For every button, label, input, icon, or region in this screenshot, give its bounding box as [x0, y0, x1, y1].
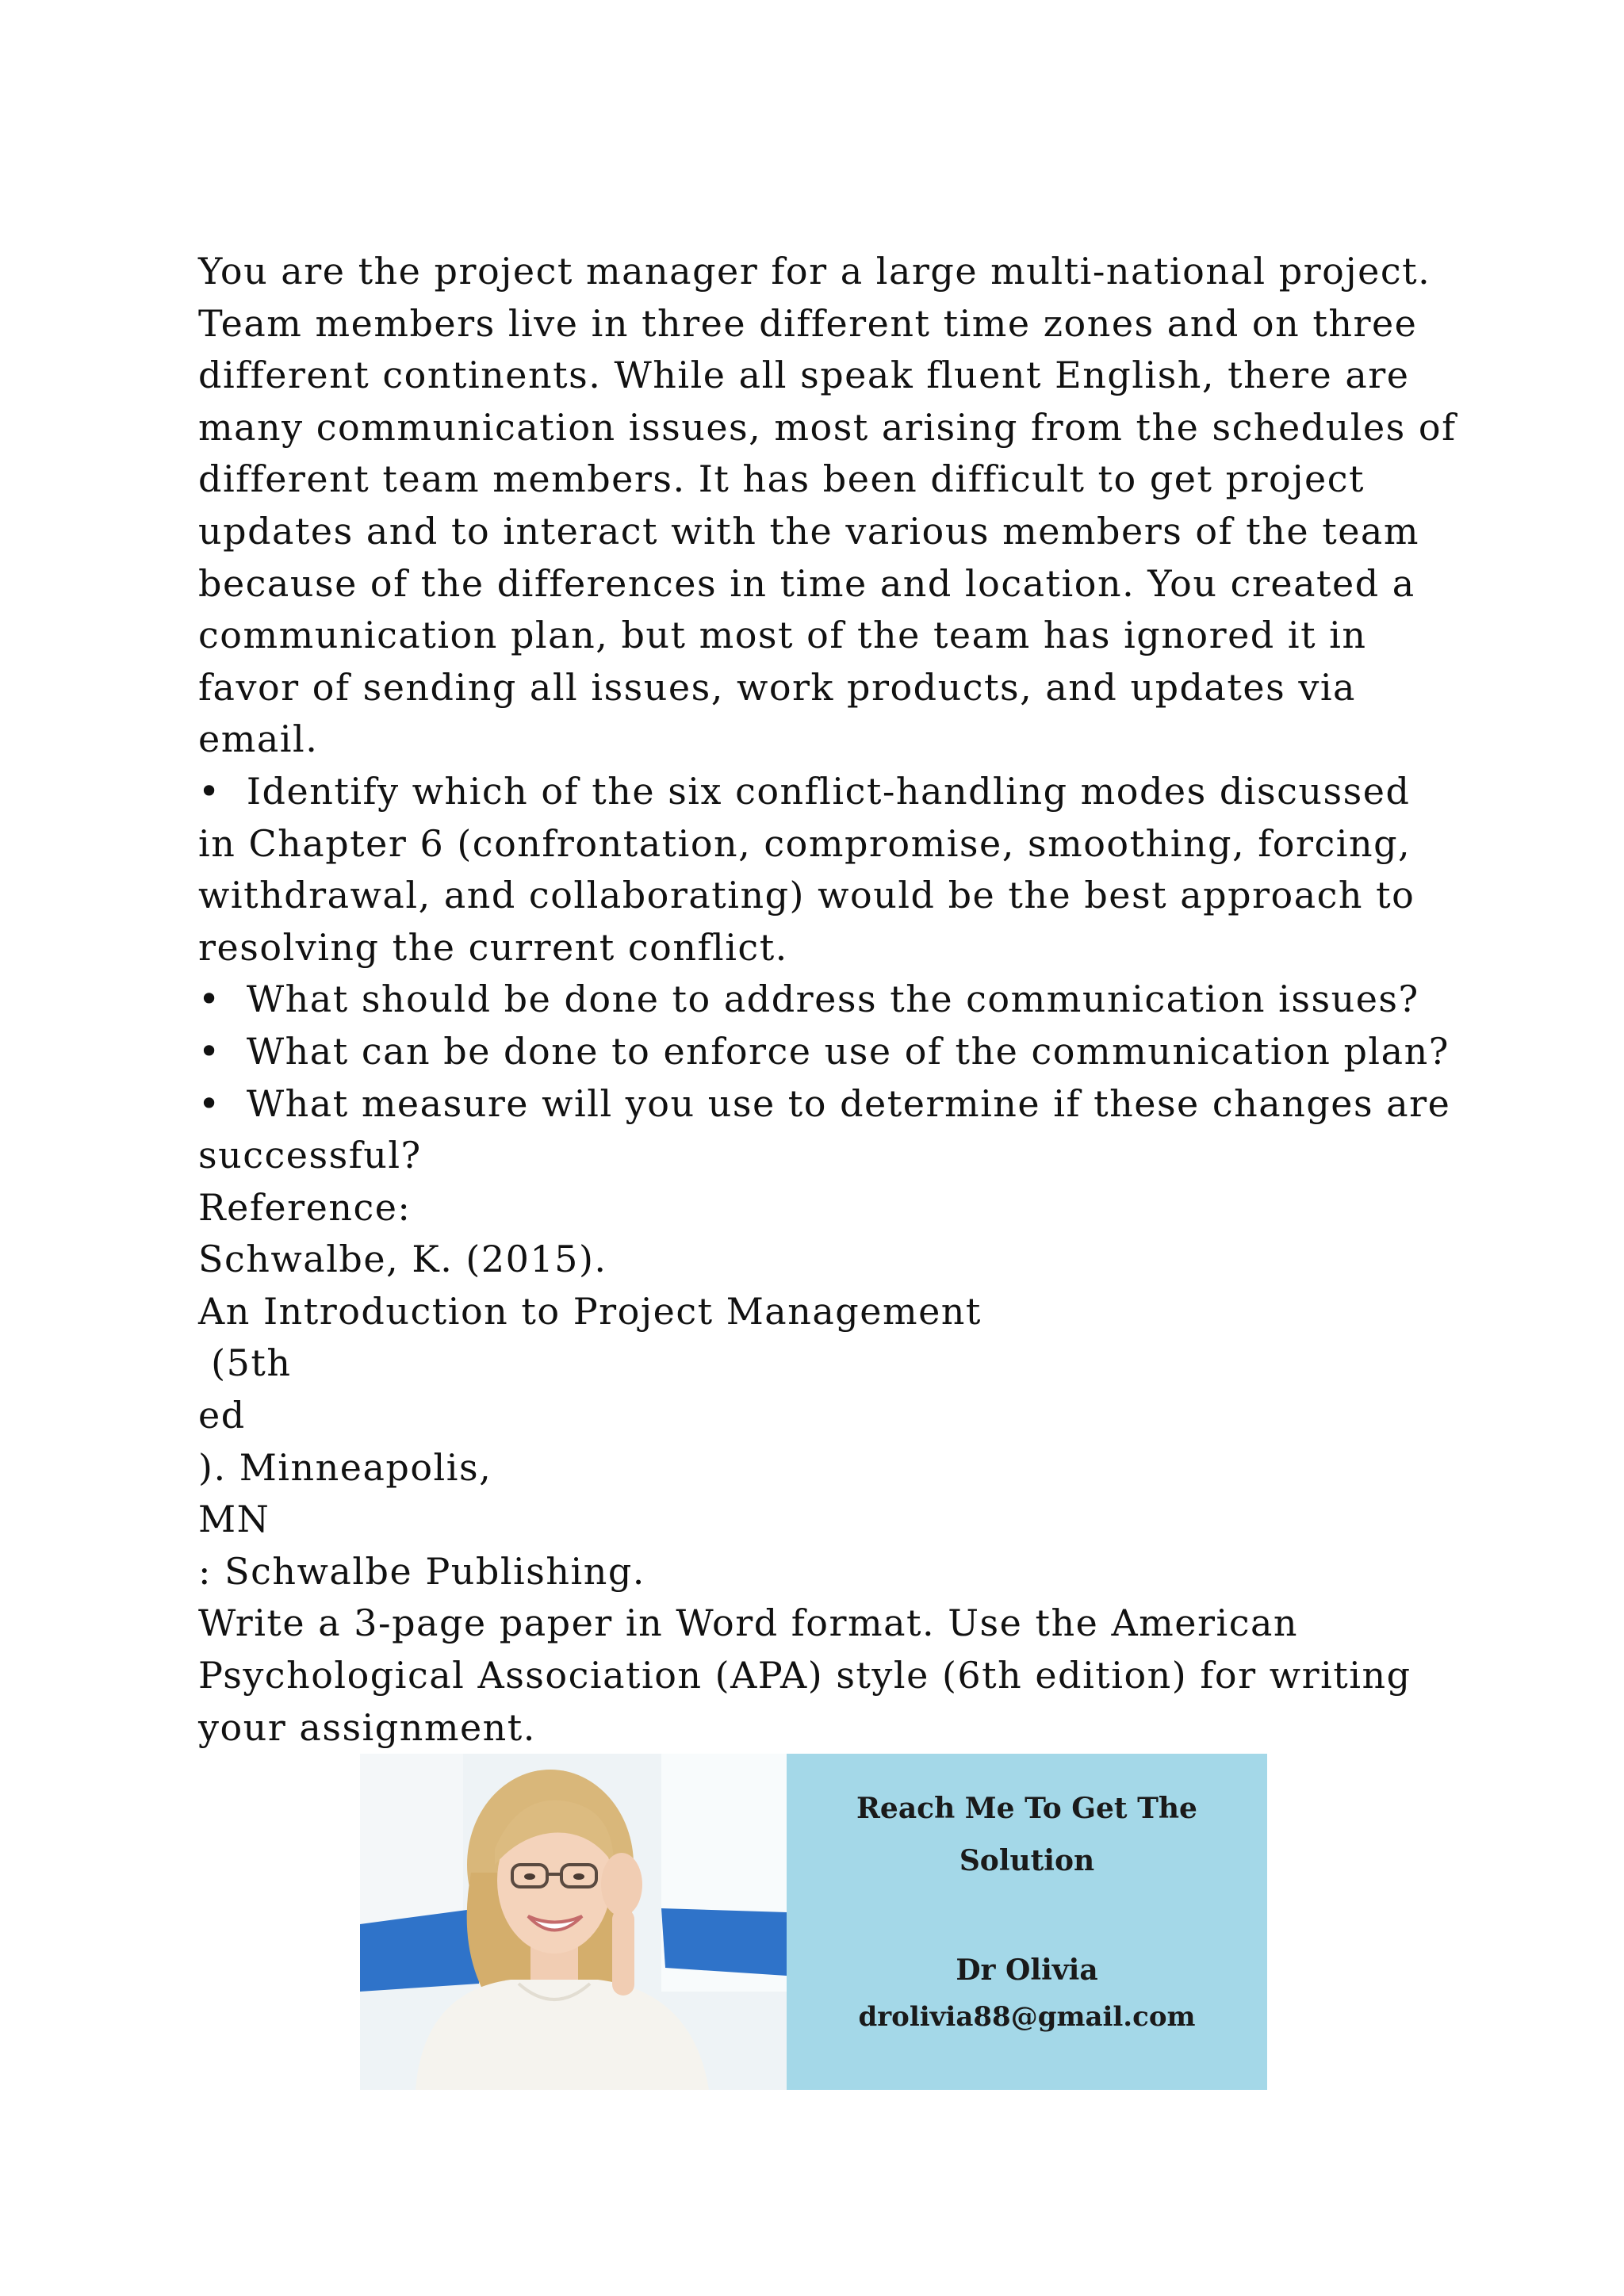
- contact-panel: [787, 1754, 1267, 2090]
- assignment-text: [198, 246, 1499, 1754]
- text-line: different continents. While all speak fluent English, there are: [198, 354, 1410, 397]
- bullet-item: • Identify which of the six conflict-handling modes discussed: [198, 769, 1411, 813]
- woman-illustration: [360, 1754, 787, 2090]
- reference-line: MN: [198, 1498, 270, 1541]
- reference-line: An Introduction to Project Management: [198, 1289, 982, 1333]
- text-line: email.: [198, 718, 319, 761]
- text-line: many communication issues, most arising from the schedules of: [198, 405, 1457, 449]
- bullet-item: • What can be done to enforce use of the communication plan?: [198, 1029, 1450, 1073]
- text-line: Write a 3-page paper in Word format. Use the American: [198, 1601, 1299, 1645]
- reference-line: (5th: [198, 1341, 292, 1385]
- text-line: favor of sending all issues, work products, and updates via: [198, 665, 1356, 709]
- woman-photo: [360, 1754, 787, 2090]
- text-line: Team members live in three different time zones and on three: [198, 301, 1418, 345]
- text-line: because of the differences in time and location. You created a: [198, 561, 1415, 605]
- text-line: resolving the current conflict.: [198, 925, 788, 969]
- text-line: your assignment.: [198, 1705, 536, 1749]
- contact-name: Dr Olivia: [956, 1954, 1098, 1987]
- bullet-item: • What measure will you use to determine if these changes are: [198, 1081, 1451, 1125]
- reference-heading: Reference:: [198, 1185, 412, 1229]
- reference-line: ed: [198, 1394, 246, 1437]
- text-line: in Chapter 6 (confrontation, compromise, smoothing, forcing,: [198, 821, 1411, 865]
- bullet-item: • What should be done to address the communication issues?: [198, 978, 1419, 1021]
- text-line: different team members. It has been difficult to get project: [198, 457, 1365, 501]
- reference-line: ). Minneapolis,: [198, 1445, 492, 1489]
- banner-headline: Reach Me To Get The Solution: [856, 1792, 1197, 1877]
- text-line: withdrawal, and collaborating) would be the best approach to: [198, 874, 1415, 917]
- text-line: communication plan, but most of the team has ignored it in: [198, 614, 1367, 657]
- text-line: Psychological Association (APA) style (6th edition) for writing: [198, 1654, 1411, 1697]
- text-line: updates and to interact with the various members of the team: [198, 509, 1419, 553]
- contact-banner-image: [360, 1754, 1267, 2090]
- contact-email: drolivia88@gmail.com: [858, 2001, 1196, 2033]
- text-line: successful?: [198, 1134, 422, 1177]
- text-line: You are the project manager for a large multi-national project.: [198, 250, 1431, 293]
- reference-line: : Schwalbe Publishing.: [198, 1549, 645, 1593]
- reference-line: Schwalbe, K. (2015).: [198, 1238, 607, 1281]
